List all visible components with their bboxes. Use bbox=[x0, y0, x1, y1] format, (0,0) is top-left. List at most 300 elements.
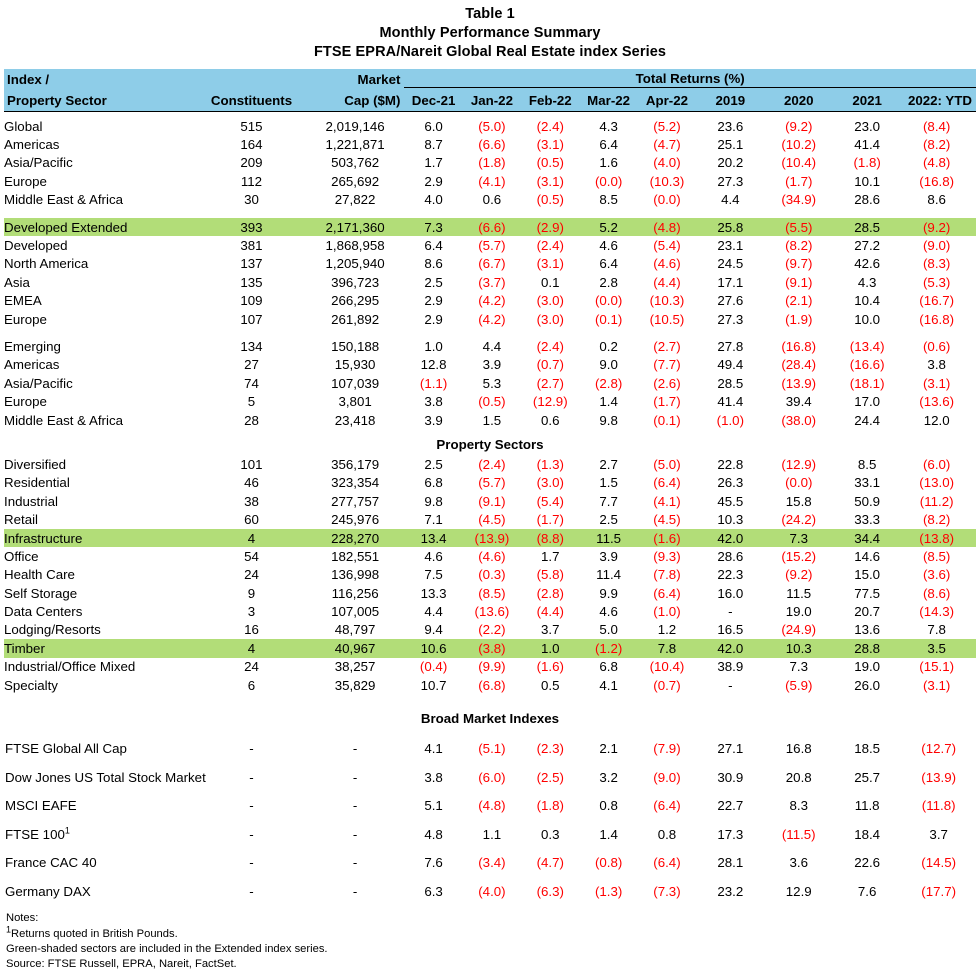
row-return-2022-ytd: (4.8) bbox=[923, 155, 951, 171]
row-return-2020: (9.2) bbox=[785, 118, 813, 134]
row-return-apr-22: (2.7) bbox=[653, 338, 681, 354]
row-return-2019: 23.6 bbox=[717, 118, 744, 134]
row-return-2021: 13.6 bbox=[854, 622, 881, 638]
row-return-2019: 4.4 bbox=[721, 192, 740, 208]
row-return-2019: 24.5 bbox=[717, 256, 744, 272]
row-return-feb-22: (2.4) bbox=[536, 338, 564, 354]
row-return-2021: (13.4) bbox=[849, 338, 885, 354]
row-return-mar-22: 11.4 bbox=[596, 567, 622, 583]
row-return-dec-21: 2.5 bbox=[424, 456, 443, 472]
row-return-feb-22: (1.3) bbox=[536, 456, 564, 472]
broad-market-row[interactable] bbox=[4, 734, 976, 763]
row-return-feb-22: (3.0) bbox=[536, 293, 564, 309]
row-return-2019: 22.3 bbox=[717, 567, 744, 583]
table-row[interactable] bbox=[4, 392, 976, 410]
table-row[interactable] bbox=[4, 658, 976, 676]
row-return-2022-ytd: (12.7) bbox=[921, 741, 957, 757]
row-market-cap: 182,551 bbox=[331, 548, 380, 564]
row-return-2022-ytd: (3.6) bbox=[923, 567, 951, 583]
row-return-mar-22: (0.1) bbox=[594, 311, 623, 327]
row-return-dec-21: 6.4 bbox=[424, 238, 443, 254]
row-label: Infrastructure bbox=[4, 529, 197, 547]
table-row[interactable] bbox=[4, 602, 976, 620]
table-row[interactable] bbox=[4, 529, 976, 547]
table-row[interactable] bbox=[4, 566, 976, 584]
row-return-dec-21: 13.4 bbox=[404, 529, 462, 547]
row-return-2020: 8.3 bbox=[789, 798, 808, 814]
row-return-2022-ytd: (14.3) bbox=[919, 604, 955, 620]
row-market-cap: 15,930 bbox=[334, 357, 376, 373]
row-return-feb-22: (4.4) bbox=[536, 604, 564, 620]
table-row[interactable] bbox=[4, 218, 976, 236]
row-return-jan-22: (6.6) bbox=[478, 137, 506, 153]
row-label: Middle East & Africa bbox=[4, 192, 123, 208]
row-return-mar-22: 11.5 bbox=[579, 529, 637, 547]
table-row[interactable] bbox=[4, 547, 976, 565]
header-constituents: Constituents bbox=[197, 90, 306, 112]
row-return-2021: 23.0 bbox=[854, 118, 881, 134]
row-return-2020: (9.2) bbox=[785, 567, 813, 583]
row-label: Timber bbox=[4, 639, 197, 657]
row-return-2019: 27.1 bbox=[717, 741, 744, 757]
table-row[interactable] bbox=[4, 455, 976, 473]
row-label: MSCI EAFE bbox=[5, 798, 77, 814]
row-return-jan-22: (6.0) bbox=[478, 769, 506, 785]
row-return-2021: 8.5 bbox=[857, 456, 877, 472]
row-market-cap: 23,418 bbox=[334, 412, 376, 428]
row-return-jan-22: (5.7) bbox=[478, 238, 506, 254]
row-return-2020: (13.9) bbox=[781, 375, 817, 391]
row-return-2022-ytd: (11.2) bbox=[919, 493, 954, 509]
broad-market-row[interactable] bbox=[4, 848, 976, 877]
table-row[interactable] bbox=[4, 255, 976, 273]
row-return-feb-22: (1.8) bbox=[536, 798, 564, 814]
row-return-apr-22: (4.1) bbox=[653, 493, 681, 509]
row-return-feb-22: (3.1) bbox=[536, 137, 564, 153]
row-return-2021: 27.2 bbox=[854, 238, 881, 254]
row-return-2020: 39.4 bbox=[785, 394, 812, 410]
row-market-cap: 277,757 bbox=[331, 493, 380, 509]
row-return-2021: 17.0 bbox=[854, 394, 881, 410]
row-market-cap: 48,797 bbox=[334, 622, 376, 638]
row-label: Europe bbox=[4, 173, 47, 189]
row-return-2020: (10.2) bbox=[781, 137, 817, 153]
table-row[interactable] bbox=[4, 154, 976, 172]
row-return-2022-ytd: (0.6) bbox=[923, 338, 951, 354]
table-row[interactable] bbox=[4, 621, 976, 639]
row-return-mar-22: 2.8 bbox=[599, 274, 618, 290]
row-return-2021: 42.6 bbox=[854, 256, 881, 272]
table-row[interactable] bbox=[4, 172, 976, 190]
row-return-mar-22: (1.3) bbox=[594, 883, 623, 899]
row-return-apr-22: (2.6) bbox=[653, 375, 681, 391]
row-return-jan-22: (0.5) bbox=[478, 394, 506, 410]
row-spacer bbox=[4, 694, 976, 703]
row-return-jan-22: (6.6) bbox=[463, 218, 521, 236]
row-return-dec-21: 4.1 bbox=[424, 741, 443, 757]
row-return-dec-21: 6.0 bbox=[424, 118, 443, 134]
row-return-2021: 77.5 bbox=[854, 585, 881, 601]
row-return-2021: 18.4 bbox=[854, 826, 881, 842]
table-row[interactable] bbox=[4, 510, 976, 528]
broad-market-row[interactable] bbox=[4, 791, 976, 820]
table-row[interactable] bbox=[4, 356, 976, 374]
row-return-dec-21: 12.8 bbox=[420, 357, 447, 373]
row-constituents: 4 bbox=[197, 529, 306, 547]
table-row[interactable] bbox=[4, 474, 976, 492]
row-market-cap: 503,762 bbox=[331, 155, 380, 171]
section-heading-broad-market bbox=[4, 708, 976, 729]
row-return-2022-ytd: (8.2) bbox=[923, 137, 951, 153]
row-return-feb-22: 0.6 bbox=[541, 412, 560, 428]
row-return-apr-22: (6.4) bbox=[653, 798, 681, 814]
row-return-feb-22: (3.1) bbox=[536, 173, 564, 189]
row-constituents: 74 bbox=[244, 375, 259, 391]
row-return-feb-22: (0.5) bbox=[536, 192, 564, 208]
row-return-mar-22: 2.7 bbox=[599, 456, 618, 472]
row-return-apr-22: (7.7) bbox=[653, 357, 681, 373]
row-constituents: - bbox=[249, 855, 254, 871]
row-return-2019: 17.1 bbox=[717, 274, 744, 290]
header-period-feb-22: Feb-22 bbox=[521, 90, 579, 112]
row-market-cap: 40,967 bbox=[306, 639, 405, 657]
row-return-apr-22: (10.4) bbox=[649, 659, 685, 675]
row-market-cap: 136,998 bbox=[331, 567, 380, 583]
table-row[interactable] bbox=[4, 135, 976, 153]
row-return-2021: 28.5 bbox=[833, 218, 901, 236]
row-return-jan-22: 5.3 bbox=[482, 375, 502, 391]
row-return-2020: 15.8 bbox=[785, 493, 812, 509]
row-return-mar-22: 5.0 bbox=[599, 622, 618, 638]
row-market-cap: - bbox=[352, 855, 358, 871]
row-return-jan-22: (3.8) bbox=[463, 639, 521, 657]
row-return-dec-21: 4.4 bbox=[424, 604, 443, 620]
row-return-feb-22: (5.4) bbox=[536, 493, 564, 509]
row-return-2019: 42.0 bbox=[696, 529, 764, 547]
row-return-2020: (11.5) bbox=[781, 826, 816, 842]
table-row[interactable] bbox=[4, 292, 976, 310]
spacer-cell bbox=[4, 694, 976, 703]
row-return-feb-22: 1.7 bbox=[541, 548, 560, 564]
row-return-mar-22: 8.5 bbox=[599, 192, 618, 208]
table-row[interactable] bbox=[4, 191, 976, 209]
row-market-cap: 107,039 bbox=[331, 375, 380, 391]
row-return-dec-21: 3.8 bbox=[424, 394, 443, 410]
row-return-jan-22: (5.7) bbox=[478, 475, 506, 491]
row-return-2022-ytd: (15.1) bbox=[919, 659, 955, 675]
row-return-2019: 25.1 bbox=[717, 137, 744, 153]
row-return-2019: 28.1 bbox=[717, 855, 744, 871]
row-return-jan-22: (4.2) bbox=[478, 311, 506, 327]
header-period-jan-22: Jan-22 bbox=[463, 90, 521, 112]
row-return-dec-21: 7.6 bbox=[424, 855, 443, 871]
row-return-2020: (12.9) bbox=[781, 456, 817, 472]
row-return-dec-21: 13.3 bbox=[420, 585, 447, 601]
row-return-apr-22: 1.2 bbox=[657, 622, 677, 638]
table-row[interactable] bbox=[4, 310, 976, 328]
row-label: North America bbox=[4, 256, 89, 272]
table-row[interactable] bbox=[4, 639, 976, 657]
table-row[interactable] bbox=[4, 117, 976, 135]
row-constituents: 9 bbox=[247, 585, 256, 601]
row-return-mar-22: 1.4 bbox=[599, 826, 618, 842]
row-return-jan-22: 4.4 bbox=[482, 338, 502, 354]
row-return-mar-22: 3.9 bbox=[599, 548, 618, 564]
row-return-dec-21: 7.3 bbox=[404, 218, 462, 236]
table-row[interactable] bbox=[4, 236, 976, 254]
header-period-mar-22: Mar-22 bbox=[579, 90, 637, 112]
row-constituents: 24 bbox=[244, 659, 259, 675]
row-return-dec-21: 10.6 bbox=[404, 639, 462, 657]
row-return-2019: 22.7 bbox=[717, 798, 744, 814]
row-return-2020: 7.3 bbox=[789, 659, 808, 675]
row-label: Asia/Pacific bbox=[4, 155, 73, 171]
row-market-cap: 228,270 bbox=[306, 529, 405, 547]
notes-block bbox=[4, 911, 976, 972]
table-header-row-periods bbox=[4, 90, 976, 112]
row-return-2022-ytd: (17.7) bbox=[921, 883, 957, 899]
row-return-mar-22: 4.1 bbox=[599, 677, 618, 693]
row-return-mar-22: 2.1 bbox=[599, 741, 618, 757]
row-constituents: 135 bbox=[240, 274, 263, 290]
row-return-2022-ytd: (13.8) bbox=[901, 529, 976, 547]
row-return-dec-21: 8.7 bbox=[424, 137, 443, 153]
row-label: Dow Jones US Total Stock Market bbox=[5, 769, 206, 785]
row-return-2021: 11.8 bbox=[854, 798, 880, 814]
row-return-2020: (5.5) bbox=[765, 218, 833, 236]
row-return-feb-22: (12.9) bbox=[532, 394, 568, 410]
row-return-mar-22: 3.2 bbox=[599, 769, 618, 785]
row-return-2021: 14.6 bbox=[854, 548, 881, 564]
row-return-2021: 33.1 bbox=[854, 475, 881, 491]
row-label: Emerging bbox=[4, 338, 61, 354]
row-return-mar-22: 7.7 bbox=[599, 493, 618, 509]
row-label: EMEA bbox=[4, 293, 42, 309]
row-constituents: 107 bbox=[240, 311, 263, 327]
row-return-jan-22: (6.8) bbox=[478, 677, 506, 693]
row-return-2019: 27.6 bbox=[717, 293, 744, 309]
row-return-apr-22: (6.4) bbox=[653, 475, 681, 491]
row-constituents: 5 bbox=[247, 394, 256, 410]
row-return-2020: 10.3 bbox=[765, 639, 833, 657]
row-constituents: 515 bbox=[240, 118, 263, 134]
row-market-cap: 116,256 bbox=[331, 585, 379, 601]
row-return-2019: (1.0) bbox=[716, 412, 744, 428]
row-return-2019: 22.8 bbox=[717, 456, 744, 472]
row-return-2019: 28.6 bbox=[717, 548, 744, 564]
row-return-2020: 3.6 bbox=[789, 855, 808, 871]
row-market-cap: 150,188 bbox=[331, 338, 380, 354]
row-market-cap: 261,892 bbox=[331, 311, 380, 327]
row-return-dec-21: 9.4 bbox=[424, 622, 443, 638]
row-label: Europe bbox=[4, 311, 47, 327]
row-return-feb-22: (1.7) bbox=[536, 512, 564, 528]
row-return-feb-22: (2.4) bbox=[536, 118, 564, 134]
row-return-mar-22: (0.0) bbox=[594, 293, 623, 309]
row-return-apr-22: (1.7) bbox=[653, 394, 681, 410]
row-constituents: 164 bbox=[240, 137, 263, 153]
row-label: Middle East & Africa bbox=[4, 412, 123, 428]
row-return-2021: 15.0 bbox=[854, 567, 881, 583]
row-return-feb-22: 3.7 bbox=[541, 622, 560, 638]
row-label: Developed Extended bbox=[4, 218, 197, 236]
row-constituents: 3 bbox=[247, 604, 256, 620]
row-return-apr-22: (1.6) bbox=[638, 529, 696, 547]
row-constituents: 16 bbox=[244, 622, 259, 638]
title-series: FTSE EPRA/Nareit Global Real Estate index Series bbox=[313, 44, 667, 60]
row-market-cap: - bbox=[352, 741, 358, 757]
row-return-feb-22: (1.6) bbox=[536, 659, 564, 675]
row-return-feb-22: 0.5 bbox=[541, 677, 560, 693]
row-constituents: - bbox=[249, 741, 254, 757]
row-return-dec-21: 2.9 bbox=[424, 173, 443, 189]
row-market-cap: 38,257 bbox=[334, 659, 376, 675]
row-market-cap: 107,005 bbox=[331, 604, 380, 620]
table-header-row-top bbox=[4, 69, 976, 90]
row-return-mar-22: 1.4 bbox=[599, 394, 618, 410]
row-return-apr-22: (5.2) bbox=[653, 118, 681, 134]
row-return-2019: 25.8 bbox=[696, 218, 764, 236]
row-label: Lodging/Resorts bbox=[4, 622, 101, 638]
row-return-feb-22: (0.7) bbox=[536, 357, 564, 373]
row-return-2022-ytd: (9.2) bbox=[901, 218, 976, 236]
row-return-jan-22: 1.5 bbox=[482, 412, 502, 428]
broad-market-row[interactable] bbox=[4, 820, 976, 849]
row-label: Americas bbox=[4, 357, 60, 373]
row-return-2019: 27.3 bbox=[717, 173, 744, 189]
row-return-apr-22: (4.4) bbox=[653, 274, 681, 290]
note-3: Source: FTSE Russell, EPRA, Nareit, FactSet. bbox=[6, 957, 237, 970]
row-return-mar-22: (0.8) bbox=[594, 855, 623, 871]
row-return-mar-22: 2.5 bbox=[599, 512, 618, 528]
row-return-2020: (1.9) bbox=[785, 311, 813, 327]
row-label: Data Centers bbox=[4, 604, 83, 620]
row-market-cap: 356,179 bbox=[331, 456, 380, 472]
row-return-2022-ytd: 8.6 bbox=[927, 192, 946, 208]
table-row[interactable] bbox=[4, 492, 976, 510]
row-return-2021: 26.0 bbox=[854, 677, 881, 693]
broad-market-row[interactable] bbox=[4, 877, 976, 906]
row-return-apr-22: (9.0) bbox=[653, 769, 681, 785]
header-index-label-line1: Index / bbox=[4, 69, 197, 90]
row-constituents: 38 bbox=[244, 493, 259, 509]
table-row[interactable] bbox=[4, 374, 976, 392]
table-row[interactable] bbox=[4, 584, 976, 602]
row-return-mar-22: 9.8 bbox=[599, 412, 618, 428]
row-return-2022-ytd: 3.8 bbox=[927, 357, 946, 373]
spacer-cell bbox=[4, 328, 976, 337]
row-market-cap: 35,829 bbox=[334, 677, 376, 693]
row-market-cap: - bbox=[352, 826, 358, 842]
row-label: Americas bbox=[4, 137, 60, 153]
row-label: FTSE $100^1$ bbox=[5, 825, 70, 842]
table-row[interactable] bbox=[4, 676, 976, 694]
row-return-2022-ytd: (11.8) bbox=[921, 798, 956, 814]
row-return-2021: 50.9 bbox=[854, 493, 881, 509]
row-return-2020: 19.0 bbox=[785, 604, 812, 620]
row-return-2022-ytd: (13.6) bbox=[919, 394, 955, 410]
row-return-2019: 16.0 bbox=[717, 585, 744, 601]
row-market-cap: 245,976 bbox=[331, 512, 380, 528]
row-label: Asia/Pacific bbox=[4, 375, 73, 391]
header-constituents-spacer bbox=[197, 69, 306, 90]
row-return-jan-22: (5.1) bbox=[478, 741, 506, 757]
row-return-2019: - bbox=[728, 604, 733, 620]
row-return-2022-ytd: 12.0 bbox=[923, 412, 950, 428]
row-constituents: 393 bbox=[197, 218, 306, 236]
table-row[interactable] bbox=[4, 337, 976, 355]
title-table-number: Table 1 bbox=[465, 6, 515, 22]
table-row[interactable] bbox=[4, 273, 976, 291]
row-return-2019: 27.8 bbox=[717, 338, 744, 354]
row-return-2019: 17.3 bbox=[717, 826, 744, 842]
row-return-2020: (9.7) bbox=[785, 256, 813, 272]
row-return-feb-22: (5.8) bbox=[536, 567, 564, 583]
row-constituents: 28 bbox=[244, 412, 259, 428]
row-return-2021: 34.4 bbox=[833, 529, 901, 547]
row-return-feb-22: (2.4) bbox=[536, 238, 564, 254]
header-market-line1: Market bbox=[306, 69, 405, 90]
header-index-label-line2: Property Sector bbox=[4, 90, 197, 112]
row-market-cap: 2,019,146 bbox=[325, 118, 385, 134]
row-return-apr-22: (4.0) bbox=[653, 155, 681, 171]
row-market-cap: 2,171,360 bbox=[306, 218, 405, 236]
row-label: Europe bbox=[4, 394, 47, 410]
row-return-2021: 25.7 bbox=[854, 769, 881, 785]
row-return-apr-22: 7.8 bbox=[638, 639, 696, 657]
row-return-2019: 27.3 bbox=[717, 311, 744, 327]
row-return-jan-22: (3.7) bbox=[478, 274, 506, 290]
row-return-apr-22: (10.5) bbox=[649, 311, 685, 327]
row-constituents: 6 bbox=[247, 677, 256, 693]
row-return-apr-22: (7.8) bbox=[653, 567, 681, 583]
header-period-apr-22: Apr-22 bbox=[638, 90, 696, 112]
row-return-mar-22: 4.6 bbox=[599, 238, 618, 254]
row-return-feb-22: (2.7) bbox=[536, 375, 564, 391]
row-label: Health Care bbox=[4, 567, 75, 583]
row-return-2020: 12.9 bbox=[785, 883, 812, 899]
row-return-apr-22: (4.6) bbox=[653, 256, 681, 272]
row-return-2020: (38.0) bbox=[781, 412, 817, 428]
header-market-line2: Cap ($M) bbox=[306, 90, 405, 112]
row-return-feb-22: (8.8) bbox=[521, 529, 579, 547]
row-return-jan-22: (9.9) bbox=[478, 659, 506, 675]
row-return-apr-22: (6.4) bbox=[653, 585, 681, 601]
row-return-2021: 41.4 bbox=[854, 137, 881, 153]
row-return-2019: 23.1 bbox=[717, 238, 744, 254]
row-return-jan-22: 3.9 bbox=[482, 357, 502, 373]
row-return-2021: 10.1 bbox=[854, 173, 881, 189]
row-return-2019: 23.2 bbox=[717, 883, 744, 899]
broad-market-row[interactable] bbox=[4, 763, 976, 792]
row-return-mar-22: 1.6 bbox=[599, 155, 618, 171]
table-row[interactable] bbox=[4, 411, 976, 429]
row-return-2021: (18.1) bbox=[849, 375, 885, 391]
row-return-feb-22: (6.3) bbox=[536, 883, 564, 899]
notes-heading: Notes: bbox=[6, 912, 39, 925]
row-return-mar-22: (2.8) bbox=[594, 375, 623, 391]
row-label: Developed bbox=[4, 238, 68, 254]
row-return-mar-22: 0.8 bbox=[599, 798, 618, 814]
row-return-dec-21: 2.5 bbox=[424, 274, 443, 290]
row-return-mar-22: 9.0 bbox=[599, 357, 618, 373]
row-label: Asia bbox=[4, 274, 30, 290]
row-return-dec-21: (0.4) bbox=[419, 659, 448, 675]
row-return-apr-22: (10.3) bbox=[649, 173, 685, 189]
row-constituents: 137 bbox=[240, 256, 263, 272]
row-return-2021: 20.7 bbox=[854, 604, 881, 620]
row-label: Diversified bbox=[4, 456, 67, 472]
